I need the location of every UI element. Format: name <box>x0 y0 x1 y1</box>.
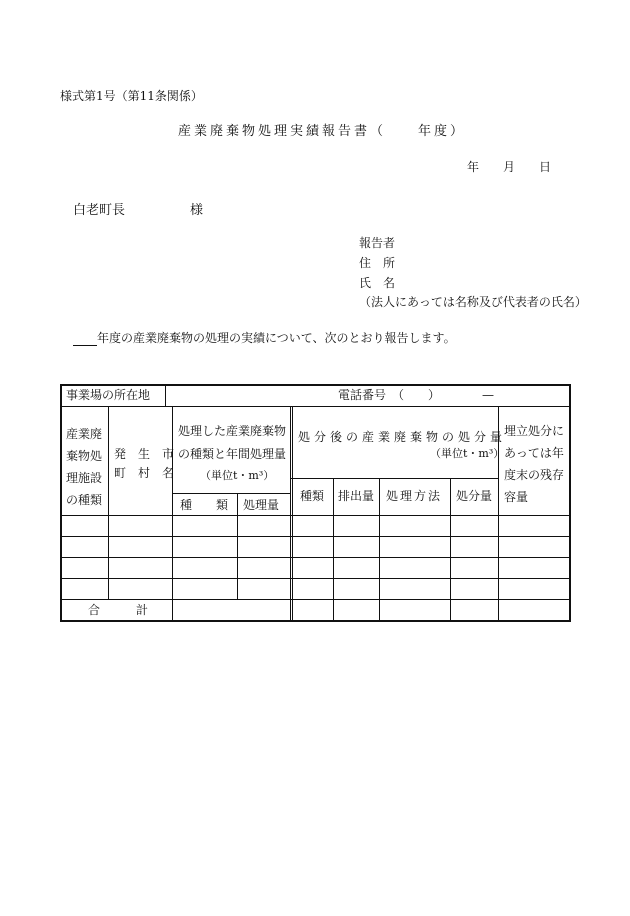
form-number: 様式第1号（第11条関係） <box>60 89 203 103</box>
facility-type-header <box>66 423 102 511</box>
landfill-line: 容量 <box>504 490 529 504</box>
reporter-name: 氏 名 <box>359 276 396 290</box>
processed-unit: （単位t・m³） <box>200 469 275 482</box>
processed-amount-header: 処理量 <box>243 498 280 512</box>
disposal-amount-header: 処分量 <box>456 489 493 503</box>
facility-type-line: 理施設 <box>66 471 103 485</box>
location-label: 事業場の所在地 <box>66 388 151 402</box>
page-title: 産業廃棄物処理実績報告書（ 年度） <box>178 124 467 139</box>
addressee: 白老町長 様 <box>73 203 204 218</box>
phone-label: 電話番号 （ ） — <box>338 388 495 402</box>
facility-type-line: の種類 <box>66 493 103 507</box>
processed-header <box>178 420 286 466</box>
intro-paragraph <box>73 329 456 346</box>
processed-header-line: 処理した産業廃棄物 <box>178 424 287 438</box>
facility-type-line: 産業廃 <box>66 427 103 441</box>
landfill-header <box>504 420 564 508</box>
disposal-emission-header: 排出量 <box>338 489 375 503</box>
total-label: 合 計 <box>88 603 149 617</box>
landfill-line: あっては年 <box>504 446 564 460</box>
reporter-label: 報告者 <box>359 236 396 250</box>
reporter-address: 住 所 <box>359 256 396 270</box>
municipality-header <box>114 445 174 483</box>
facility-type-line: 棄物処 <box>66 449 103 463</box>
landfill-line: 埋立処分に <box>504 424 565 438</box>
disposal-kind-header: 種類 <box>300 489 325 503</box>
disposal-header: 処分後の産業廃棄物の処分量 <box>298 430 507 444</box>
municipality-line: 発 生 市 <box>114 447 175 461</box>
processed-kind-header: 種 類 <box>180 498 229 512</box>
intro-text: 年度の産業廃棄物の処理の実績について、次のとおり報告します。 <box>97 331 456 345</box>
reporter-note: （法人にあっては名称及び代表者の氏名） <box>359 295 587 309</box>
processed-header-line: の種類と年間処理量 <box>178 447 287 461</box>
disposal-unit: （単位t・m³） <box>430 447 505 460</box>
landfill-line: 度末の残存 <box>504 468 565 482</box>
date-line: 年 月 日 <box>467 160 552 174</box>
municipality-line: 町 村 名 <box>114 466 175 480</box>
intro-year-blank <box>73 333 97 346</box>
disposal-method-header: 処理方法 <box>386 489 443 503</box>
